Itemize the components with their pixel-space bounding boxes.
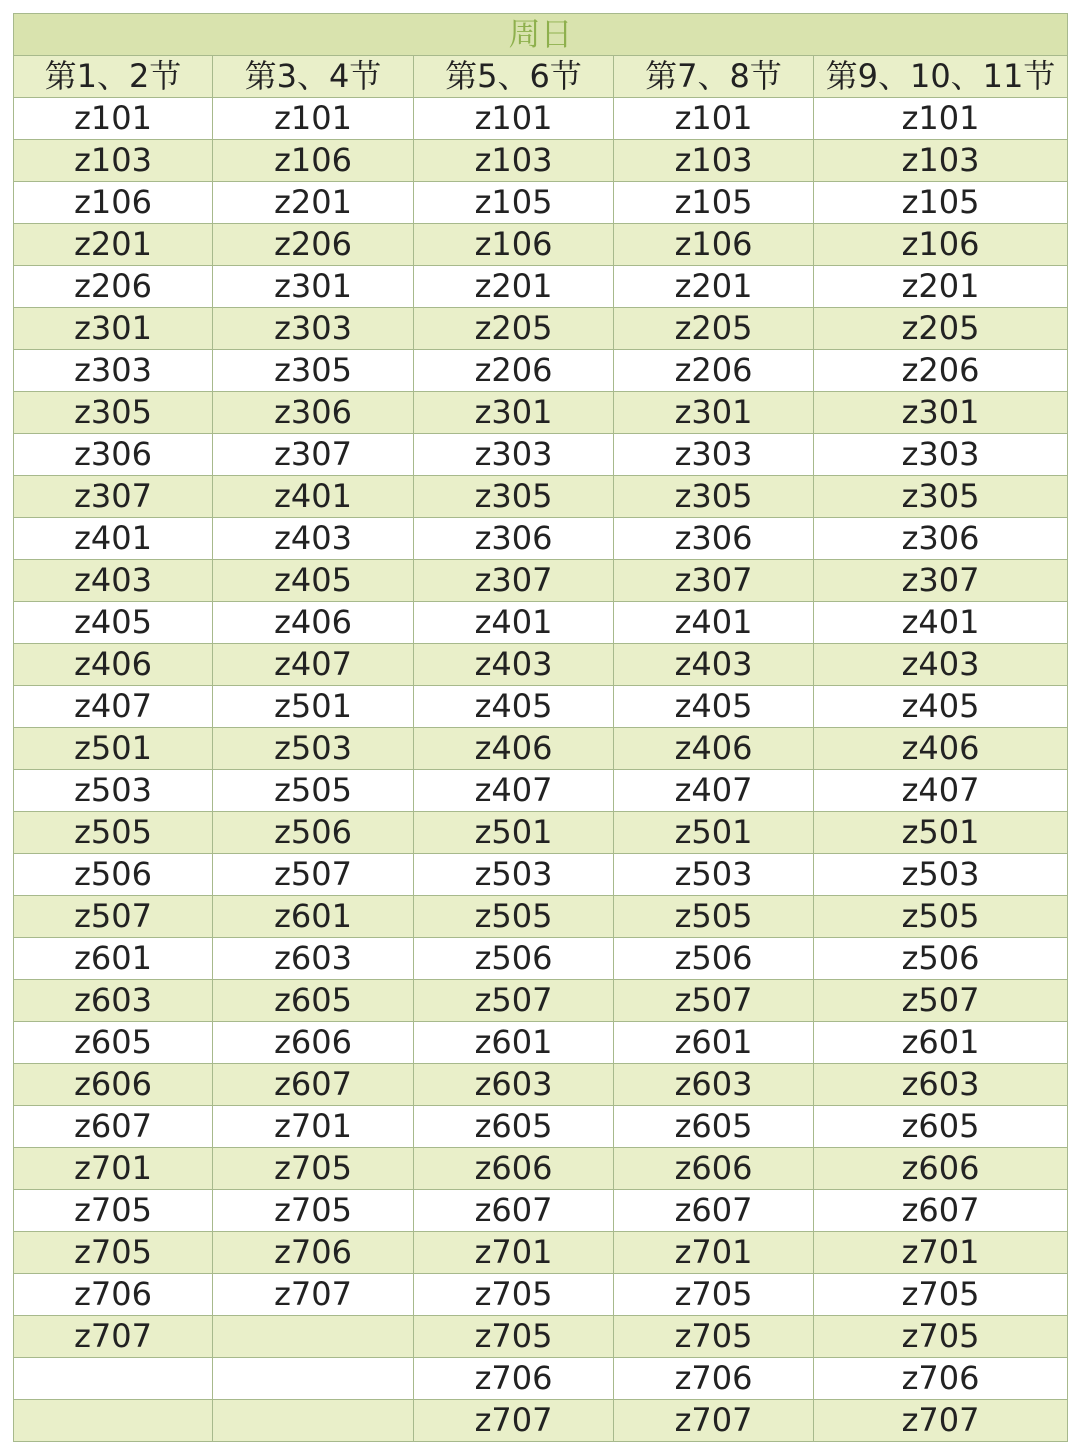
table-cell: z405 xyxy=(614,686,814,728)
table-cell: z501 xyxy=(614,812,814,854)
table-cell: z307 xyxy=(14,476,213,518)
table-cell: z406 xyxy=(814,728,1068,770)
table-row xyxy=(14,140,1068,182)
table-cell: z307 xyxy=(213,434,414,476)
table-row xyxy=(14,1106,1068,1148)
table-cell: z103 xyxy=(414,140,614,182)
table-cell: z105 xyxy=(814,182,1068,224)
table-cell: z303 xyxy=(213,308,414,350)
table-cell: z406 xyxy=(614,728,814,770)
table-cell: z605 xyxy=(614,1106,814,1148)
table-row xyxy=(14,1316,1068,1358)
table-cell: z101 xyxy=(814,98,1068,140)
table-cell: z705 xyxy=(14,1190,213,1232)
column-header-period-9-10-11: 第9、10、11节 xyxy=(814,56,1068,98)
table-row xyxy=(14,770,1068,812)
table-cell: z301 xyxy=(814,392,1068,434)
table-cell: z103 xyxy=(614,140,814,182)
table-row xyxy=(14,728,1068,770)
table-cell: z503 xyxy=(14,770,213,812)
table-row xyxy=(14,308,1068,350)
table-cell: z705 xyxy=(814,1316,1068,1358)
table-cell: z406 xyxy=(414,728,614,770)
table-cell: z507 xyxy=(213,854,414,896)
table-cell: z105 xyxy=(414,182,614,224)
table-cell: z101 xyxy=(614,98,814,140)
table-row xyxy=(14,686,1068,728)
table-cell: z606 xyxy=(213,1022,414,1064)
table-cell: z705 xyxy=(814,1274,1068,1316)
table-cell: z505 xyxy=(14,812,213,854)
table-cell: z601 xyxy=(814,1022,1068,1064)
table-cell: z307 xyxy=(814,560,1068,602)
table-cell: z101 xyxy=(213,98,414,140)
table-row xyxy=(14,602,1068,644)
table-cell: z205 xyxy=(614,308,814,350)
table-cell: z606 xyxy=(414,1148,614,1190)
table-cell: z501 xyxy=(814,812,1068,854)
table-body xyxy=(14,98,1068,1442)
column-header-period-5-6: 第5、6节 xyxy=(414,56,614,98)
table-cell: z701 xyxy=(614,1232,814,1274)
table-row xyxy=(14,392,1068,434)
table-row xyxy=(14,980,1068,1022)
table-cell: z501 xyxy=(213,686,414,728)
table-row xyxy=(14,224,1068,266)
table-row xyxy=(14,434,1068,476)
table-cell: z506 xyxy=(814,938,1068,980)
table-cell: z406 xyxy=(213,602,414,644)
table-cell: z103 xyxy=(14,140,213,182)
table-cell: z505 xyxy=(213,770,414,812)
table-cell: z401 xyxy=(213,476,414,518)
table-cell: z307 xyxy=(614,560,814,602)
table-cell: z506 xyxy=(614,938,814,980)
table-cell: z401 xyxy=(814,602,1068,644)
table-cell: z407 xyxy=(414,770,614,812)
table-cell: z506 xyxy=(213,812,414,854)
table-cell: z705 xyxy=(14,1232,213,1274)
table-cell: z505 xyxy=(414,896,614,938)
table-cell: z303 xyxy=(614,434,814,476)
table-cell: z106 xyxy=(14,182,213,224)
table-cell: z606 xyxy=(14,1064,213,1106)
table-cell: z401 xyxy=(614,602,814,644)
table-cell: z407 xyxy=(14,686,213,728)
table-row xyxy=(14,1232,1068,1274)
table-cell: z705 xyxy=(614,1274,814,1316)
schedule-sheet xyxy=(13,13,1067,1442)
table-cell: z503 xyxy=(814,854,1068,896)
table-cell: z603 xyxy=(414,1064,614,1106)
table-cell: z605 xyxy=(814,1106,1068,1148)
table-cell: z306 xyxy=(614,518,814,560)
table-cell: z701 xyxy=(414,1232,614,1274)
table-cell: z306 xyxy=(414,518,614,560)
table-cell: z706 xyxy=(614,1358,814,1400)
table-cell: z705 xyxy=(213,1190,414,1232)
table-cell: z101 xyxy=(14,98,213,140)
table-cell: z201 xyxy=(614,266,814,308)
table-cell: z106 xyxy=(814,224,1068,266)
table-cell: z707 xyxy=(414,1400,614,1442)
table-cell: z603 xyxy=(14,980,213,1022)
table-cell: z201 xyxy=(14,224,213,266)
table-cell: z707 xyxy=(213,1274,414,1316)
table-cell: z301 xyxy=(614,392,814,434)
table-cell: z403 xyxy=(213,518,414,560)
table-cell: z706 xyxy=(213,1232,414,1274)
table-cell: z603 xyxy=(614,1064,814,1106)
table-cell: z301 xyxy=(14,308,213,350)
column-header-period-3-4: 第3、4节 xyxy=(213,56,414,98)
table-row xyxy=(14,560,1068,602)
table-cell: z705 xyxy=(614,1316,814,1358)
table-cell: z407 xyxy=(814,770,1068,812)
table-cell: z205 xyxy=(414,308,614,350)
table-row xyxy=(14,1064,1068,1106)
table-cell: z401 xyxy=(14,518,213,560)
table-row xyxy=(14,266,1068,308)
column-header-period-1-2: 第1、2节 xyxy=(14,56,213,98)
table-cell: z507 xyxy=(814,980,1068,1022)
table-row xyxy=(14,938,1068,980)
table-cell: z706 xyxy=(14,1274,213,1316)
table-row xyxy=(14,98,1068,140)
table-cell: z705 xyxy=(213,1148,414,1190)
table-row xyxy=(14,1358,1068,1400)
table-cell: z601 xyxy=(414,1022,614,1064)
table-cell: z503 xyxy=(614,854,814,896)
table-cell: z101 xyxy=(414,98,614,140)
table-cell: z605 xyxy=(414,1106,614,1148)
table-cell: z403 xyxy=(814,644,1068,686)
table-cell: z405 xyxy=(14,602,213,644)
table-cell xyxy=(213,1358,414,1400)
table-cell: z305 xyxy=(414,476,614,518)
table-cell: z405 xyxy=(814,686,1068,728)
table-row xyxy=(14,644,1068,686)
title-row xyxy=(14,14,1068,56)
table-row xyxy=(14,518,1068,560)
table-cell: z305 xyxy=(814,476,1068,518)
table-title: 周日 xyxy=(14,14,1068,56)
table-cell: z503 xyxy=(414,854,614,896)
table-cell xyxy=(213,1400,414,1442)
table-cell xyxy=(14,1358,213,1400)
table-cell: z507 xyxy=(14,896,213,938)
table-cell: z306 xyxy=(814,518,1068,560)
table-row xyxy=(14,1274,1068,1316)
table-cell: z701 xyxy=(814,1232,1068,1274)
table-cell: z401 xyxy=(414,602,614,644)
table-cell: z505 xyxy=(814,896,1068,938)
column-header-period-7-8: 第7、8节 xyxy=(614,56,814,98)
table-row xyxy=(14,896,1068,938)
classroom-schedule-table xyxy=(13,13,1068,1442)
table-row xyxy=(14,1190,1068,1232)
table-cell: z305 xyxy=(14,392,213,434)
header-row xyxy=(14,56,1068,98)
table-cell: z305 xyxy=(614,476,814,518)
table-cell: z501 xyxy=(414,812,614,854)
table-cell: z607 xyxy=(213,1064,414,1106)
table-cell: z601 xyxy=(213,896,414,938)
table-cell: z607 xyxy=(614,1190,814,1232)
table-row xyxy=(14,1400,1068,1442)
table-cell: z706 xyxy=(814,1358,1068,1400)
table-cell xyxy=(213,1316,414,1358)
table-cell: z407 xyxy=(213,644,414,686)
table-cell: z201 xyxy=(814,266,1068,308)
table-cell: z707 xyxy=(14,1316,213,1358)
table-cell: z303 xyxy=(814,434,1068,476)
table-cell: z307 xyxy=(414,560,614,602)
table-row xyxy=(14,1148,1068,1190)
table-cell: z206 xyxy=(414,350,614,392)
table-cell: z506 xyxy=(14,854,213,896)
table-cell: z201 xyxy=(414,266,614,308)
table-cell: z507 xyxy=(614,980,814,1022)
table-cell: z607 xyxy=(14,1106,213,1148)
table-cell: z603 xyxy=(213,938,414,980)
table-cell: z606 xyxy=(614,1148,814,1190)
table-cell: z206 xyxy=(814,350,1068,392)
table-cell: z507 xyxy=(414,980,614,1022)
table-cell: z601 xyxy=(14,938,213,980)
table-cell: z407 xyxy=(614,770,814,812)
table-row xyxy=(14,812,1068,854)
table-cell: z606 xyxy=(814,1148,1068,1190)
table-cell: z707 xyxy=(614,1400,814,1442)
table-cell: z306 xyxy=(213,392,414,434)
table-cell: z103 xyxy=(814,140,1068,182)
table-cell: z305 xyxy=(213,350,414,392)
table-cell: z303 xyxy=(414,434,614,476)
table-cell: z106 xyxy=(614,224,814,266)
table-row xyxy=(14,1022,1068,1064)
table-cell: z205 xyxy=(814,308,1068,350)
table-row xyxy=(14,476,1068,518)
table-cell: z505 xyxy=(614,896,814,938)
table-cell: z601 xyxy=(614,1022,814,1064)
table-cell: z605 xyxy=(213,980,414,1022)
table-cell: z501 xyxy=(14,728,213,770)
table-cell xyxy=(14,1400,213,1442)
table-cell: z506 xyxy=(414,938,614,980)
table-cell: z405 xyxy=(414,686,614,728)
table-cell: z306 xyxy=(14,434,213,476)
table-cell: z405 xyxy=(213,560,414,602)
table-cell: z206 xyxy=(213,224,414,266)
table-cell: z403 xyxy=(414,644,614,686)
table-cell: z605 xyxy=(14,1022,213,1064)
table-cell: z603 xyxy=(814,1064,1068,1106)
table-cell: z705 xyxy=(414,1274,614,1316)
table-row xyxy=(14,182,1068,224)
table-cell: z403 xyxy=(14,560,213,602)
table-cell: z301 xyxy=(414,392,614,434)
table-cell: z705 xyxy=(414,1316,614,1358)
table-cell: z701 xyxy=(14,1148,213,1190)
table-cell: z206 xyxy=(614,350,814,392)
table-cell: z106 xyxy=(213,140,414,182)
table-cell: z303 xyxy=(14,350,213,392)
table-cell: z607 xyxy=(414,1190,614,1232)
table-cell: z701 xyxy=(213,1106,414,1148)
table-cell: z607 xyxy=(814,1190,1068,1232)
table-cell: z201 xyxy=(213,182,414,224)
table-row xyxy=(14,854,1068,896)
table-cell: z707 xyxy=(814,1400,1068,1442)
table-cell: z706 xyxy=(414,1358,614,1400)
table-cell: z105 xyxy=(614,182,814,224)
table-cell: z406 xyxy=(14,644,213,686)
table-cell: z206 xyxy=(14,266,213,308)
table-cell: z503 xyxy=(213,728,414,770)
table-row xyxy=(14,350,1068,392)
table-cell: z106 xyxy=(414,224,614,266)
table-cell: z403 xyxy=(614,644,814,686)
table-cell: z301 xyxy=(213,266,414,308)
